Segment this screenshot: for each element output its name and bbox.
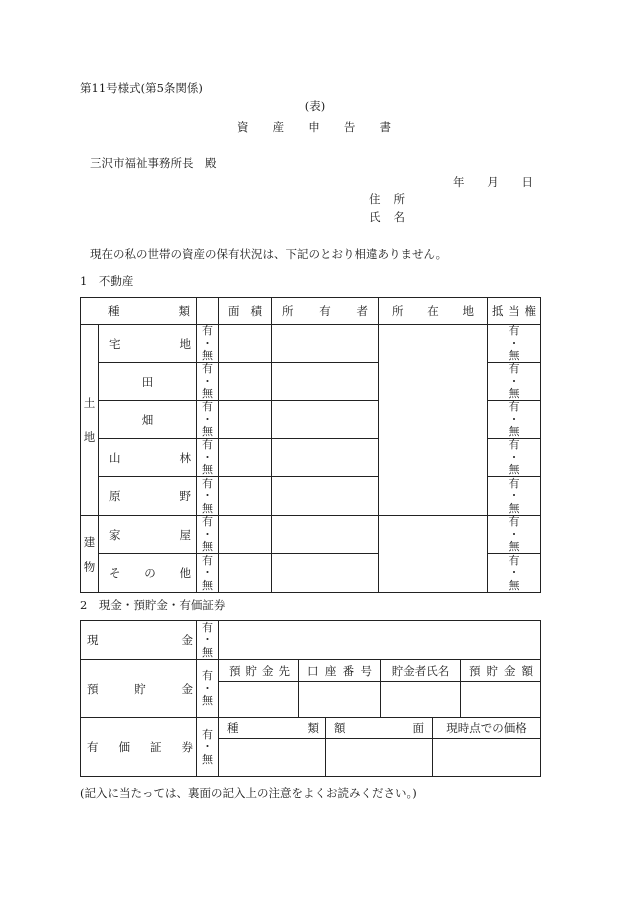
- presence-cell: [196, 438, 219, 477]
- owner-cell: [271, 553, 379, 593]
- presence-cell: [196, 620, 219, 660]
- glyph: ・: [202, 450, 213, 464]
- col-header-deposit-amount: [460, 659, 541, 682]
- glyph: 者: [356, 304, 368, 318]
- glyph: 宅: [109, 336, 121, 351]
- glyph: 産: [272, 120, 285, 134]
- glyph: ・: [508, 489, 520, 503]
- col-header-mortgage: [487, 297, 541, 325]
- glyph: 有: [319, 304, 331, 318]
- glyph: 資: [237, 120, 249, 134]
- owner-cell: [271, 438, 379, 477]
- glyph: 原: [109, 489, 121, 503]
- glyph: 有: [508, 476, 520, 490]
- glyph: 金: [262, 663, 274, 678]
- glyph: 地: [179, 336, 191, 351]
- glyph: 号: [360, 663, 372, 678]
- glyph: 無: [202, 578, 213, 592]
- addressee: 三沢市福祉事務所長 殿: [90, 156, 217, 170]
- presence-cell: [196, 717, 219, 777]
- asset-type-cell: 田: [98, 362, 197, 401]
- glyph: 林: [179, 450, 191, 465]
- mortgage-cell: [487, 476, 541, 516]
- glyph: 無: [202, 694, 213, 708]
- glyph: 金: [181, 681, 193, 696]
- glyph: 当: [508, 304, 520, 318]
- glyph: 番: [342, 663, 355, 678]
- glyph: 預: [229, 663, 241, 678]
- glyph: 建: [83, 534, 96, 549]
- glyph: ・: [202, 527, 213, 541]
- glyph: 貯: [245, 663, 257, 678]
- glyph: 有: [202, 400, 213, 414]
- glyph: 無: [202, 349, 213, 363]
- glyph: 所: [282, 304, 294, 318]
- institution-cell: [218, 681, 299, 718]
- glyph: 口: [307, 663, 319, 678]
- glyph: 貯: [134, 681, 146, 696]
- form-number: 第11号様式(第5条関係): [80, 81, 203, 95]
- glyph: 証: [150, 740, 162, 754]
- glyph: 所: [392, 304, 404, 318]
- area-cell: [218, 515, 272, 554]
- glyph: 預: [469, 663, 481, 678]
- owner-cell: [271, 476, 379, 516]
- asset-type-cell: [98, 476, 197, 516]
- col-header-current-value: 現時点での価格: [432, 717, 541, 739]
- side-label: (表): [304, 99, 326, 113]
- area-cell: [218, 438, 272, 477]
- glyph: 無: [202, 387, 213, 401]
- presence-cell: [196, 515, 219, 554]
- glyph: 貯: [486, 663, 498, 678]
- glyph: 額: [334, 721, 346, 735]
- presence-cell: [196, 476, 219, 516]
- area-cell: [218, 400, 272, 439]
- col-header-owner: [271, 297, 379, 325]
- glyph: 有: [508, 400, 520, 414]
- glyph: 無: [202, 645, 213, 659]
- group-label-building: [80, 515, 99, 593]
- asset-type-cell: [98, 515, 197, 554]
- location-cell: [378, 515, 488, 593]
- glyph: 野: [179, 489, 191, 503]
- glyph: 預: [87, 681, 99, 696]
- section-heading-financial: 2 現金・預貯金・有価証券: [80, 598, 226, 612]
- glyph: ・: [508, 374, 520, 388]
- section-heading-real-estate: 1 不動産: [80, 274, 134, 288]
- asset-type-cell: [98, 324, 197, 363]
- glyph: ・: [508, 527, 520, 541]
- glyph: 無: [508, 540, 520, 554]
- glyph: 有: [202, 515, 213, 529]
- presence-cell: [196, 659, 219, 718]
- deposit-amount-cell: [460, 681, 541, 718]
- holder-name-cell: [380, 681, 461, 718]
- mortgage-cell: [487, 553, 541, 593]
- glyph: 面: [228, 304, 240, 318]
- glyph: 有: [202, 727, 213, 741]
- col-header-face-value: [325, 717, 433, 739]
- glyph: 価: [118, 740, 130, 754]
- account-number-cell: [298, 681, 381, 718]
- glyph: 無: [202, 425, 213, 439]
- glyph: そ: [109, 566, 121, 580]
- owner-cell: [271, 362, 379, 401]
- deposits-label: [80, 659, 197, 718]
- glyph: ・: [508, 566, 520, 580]
- area-cell: [218, 476, 272, 516]
- glyph: 券: [181, 740, 193, 754]
- mortgage-cell: [487, 324, 541, 363]
- securities-label: [80, 717, 197, 777]
- glyph: 無: [508, 501, 520, 515]
- owner-cell: [271, 324, 379, 363]
- month-label: 月: [487, 175, 499, 189]
- glyph: 有: [202, 476, 213, 490]
- col-header-institution: [218, 659, 299, 682]
- glyph: 有: [202, 362, 213, 376]
- glyph: 抵: [492, 304, 504, 318]
- glyph: 住: [369, 192, 381, 206]
- glyph: ・: [202, 740, 213, 754]
- glyph: 類: [178, 304, 190, 318]
- presence-cell: [196, 362, 219, 401]
- glyph: 無: [508, 463, 520, 477]
- glyph: 種: [108, 304, 120, 318]
- glyph: 無: [202, 540, 213, 554]
- glyph: の: [144, 566, 156, 580]
- area-cell: [218, 362, 272, 401]
- glyph: 先: [278, 663, 290, 678]
- group-label-land: [80, 324, 99, 516]
- glyph: 有: [202, 669, 213, 683]
- address-label: [369, 192, 405, 206]
- glyph: 無: [508, 349, 520, 363]
- glyph: 権: [524, 304, 536, 318]
- glyph: 申: [308, 120, 320, 134]
- glyph: 地: [462, 304, 474, 318]
- owner-cell: [271, 515, 379, 554]
- glyph: 有: [508, 553, 520, 567]
- glyph: ・: [202, 336, 213, 350]
- glyph: 現: [87, 633, 99, 647]
- footnote: (記入に当たっては、裏面の記入上の注意をよくお読みください。): [80, 786, 417, 800]
- glyph: 面: [412, 721, 424, 735]
- mortgage-cell: [487, 515, 541, 554]
- presence-cell: [196, 324, 219, 363]
- glyph: 氏: [369, 210, 381, 224]
- glyph: 有: [508, 324, 520, 338]
- glyph: ・: [508, 450, 520, 464]
- asset-type-cell: 畑: [98, 400, 197, 439]
- glyph: 土: [83, 396, 96, 410]
- day-label: 日: [521, 175, 533, 189]
- glyph: 有: [508, 438, 520, 452]
- area-cell: [218, 553, 272, 593]
- glyph: 無: [508, 578, 520, 592]
- glyph: 積: [250, 304, 262, 318]
- asset-type-cell: [98, 553, 197, 593]
- glyph: 有: [202, 324, 213, 338]
- presence-cell: [196, 400, 219, 439]
- glyph: 有: [202, 553, 213, 567]
- glyph: 金: [504, 663, 516, 678]
- glyph: 他: [179, 566, 191, 580]
- mortgage-cell: [487, 438, 541, 477]
- glyph: 有: [202, 620, 213, 634]
- glyph: 地: [83, 430, 96, 444]
- face-value-cell: [325, 738, 433, 777]
- location-cell: [378, 324, 488, 516]
- glyph: 屋: [179, 527, 191, 542]
- statement: 現在の私の世帯の資産の保有状況は、下記のとおり相違ありません。: [90, 247, 448, 261]
- security-type-cell: [218, 738, 326, 777]
- glyph: 金: [181, 633, 193, 647]
- glyph: 無: [202, 752, 213, 766]
- glyph: 有: [87, 740, 99, 754]
- col-header-security-type: [218, 717, 326, 739]
- glyph: 所: [393, 192, 405, 206]
- glyph: ・: [508, 336, 520, 350]
- glyph: ・: [202, 374, 213, 388]
- col-header-account-number: [298, 659, 381, 682]
- glyph: ・: [202, 566, 213, 580]
- year-label: 年: [453, 175, 465, 189]
- glyph: ・: [202, 681, 213, 695]
- glyph: 山: [109, 450, 121, 465]
- glyph: ・: [202, 489, 213, 503]
- col-header-presence: [196, 297, 219, 325]
- glyph: 書: [379, 120, 391, 134]
- cash-detail-cell: [218, 620, 541, 660]
- mortgage-cell: [487, 362, 541, 401]
- col-header-type: [80, 297, 197, 325]
- glyph: ・: [202, 633, 213, 647]
- glyph: ・: [508, 412, 520, 426]
- col-header-area: [218, 297, 272, 325]
- glyph: 無: [508, 425, 520, 439]
- glyph: 無: [202, 463, 213, 477]
- current-value-cell: [432, 738, 541, 777]
- glyph: 在: [427, 304, 439, 318]
- mortgage-cell: [487, 400, 541, 439]
- area-cell: [218, 324, 272, 363]
- asset-type-cell: [98, 438, 197, 477]
- col-header-holder-name: 貯金者氏名: [380, 659, 461, 682]
- glyph: 告: [343, 120, 356, 134]
- name-label: [369, 210, 405, 224]
- glyph: 名: [393, 210, 405, 224]
- glyph: ・: [202, 412, 213, 426]
- glyph: 有: [508, 515, 520, 529]
- glyph: 無: [508, 387, 520, 401]
- glyph: 家: [109, 527, 121, 542]
- glyph: 物: [83, 559, 96, 574]
- col-header-location: [378, 297, 488, 325]
- glyph: 座: [324, 663, 337, 678]
- page-title: [237, 120, 391, 134]
- owner-cell: [271, 400, 379, 439]
- glyph: 有: [508, 362, 520, 376]
- glyph: 類: [307, 721, 319, 735]
- presence-cell: [196, 553, 219, 593]
- glyph: 額: [521, 663, 533, 678]
- cash-label: [80, 620, 197, 660]
- glyph: 無: [202, 501, 213, 515]
- glyph: 有: [202, 438, 213, 452]
- glyph: 種: [227, 721, 239, 735]
- date-line: [453, 175, 533, 189]
